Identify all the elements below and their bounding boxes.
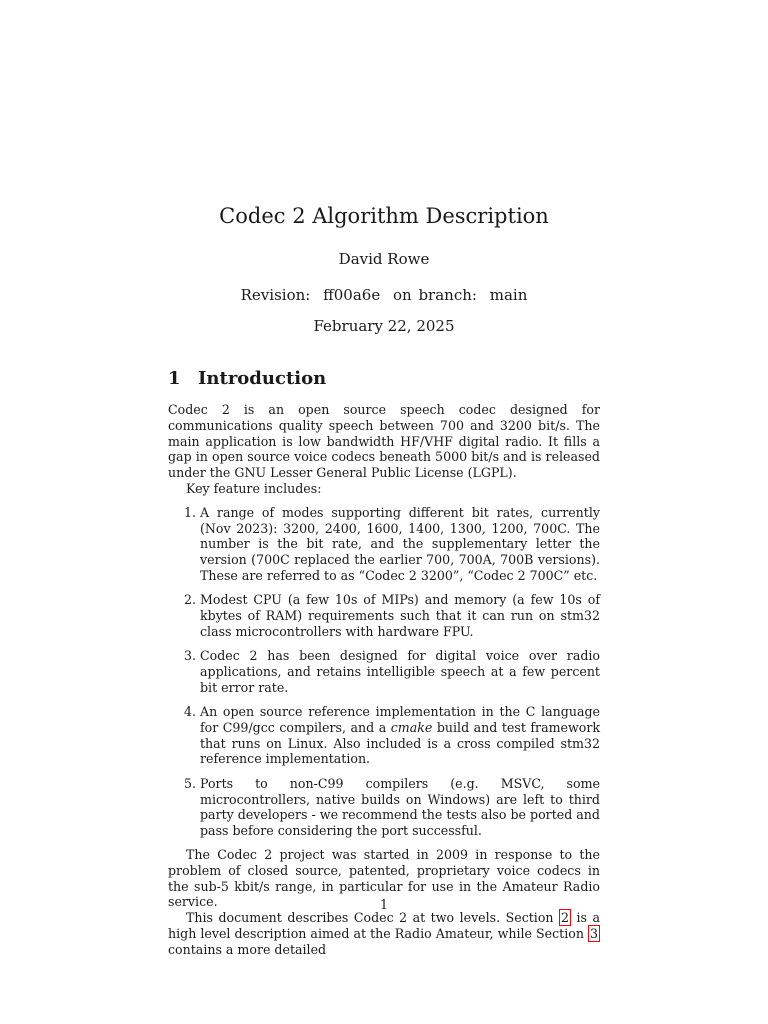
paragraph-text: This document describes Codec 2 at two levels. Section xyxy=(186,910,560,926)
section-ref-link[interactable]: 3 xyxy=(589,925,598,941)
list-item: 2. Modest CPU (a few 10s of MIPs) and memory (a few 10s of kbytes of RAM) requirements such that it can run on stm32 class microcontrollers with hardware FPU. xyxy=(200,592,600,639)
paragraph xyxy=(168,910,600,957)
paragraph: Codec 2 is an open source speech codec designed for communications quality speech between 700 and 3200 bit/s. The main application is low bandwidth HF/VHF digital radio. It fills a gap in open source voice codecs beneath 5000 bit/s and is released under the GNU Lesser General Public License (LGPL). xyxy=(168,402,600,481)
document-author: David Rowe xyxy=(338,250,430,268)
revision-value: ff00a6e xyxy=(323,286,381,304)
list-item xyxy=(200,704,600,767)
section-title: Introduction xyxy=(198,368,327,389)
branch-label: on branch: xyxy=(393,286,477,304)
document-date: February 22, 2025 xyxy=(313,317,455,335)
feature-list xyxy=(168,505,600,839)
section-number: 1 xyxy=(168,368,181,389)
revision-line xyxy=(0,286,768,304)
body-text xyxy=(168,402,600,958)
revision-label: Revision: xyxy=(240,286,311,304)
page-number: 1 xyxy=(379,897,388,912)
list-item-text: An open source reference implementation in the C language for C99/gcc compilers, and a xyxy=(200,704,600,735)
paragraph-text: is a high level description aimed at the Radio Amateur, while Section xyxy=(168,910,600,941)
cmake-emphasis: cmake xyxy=(390,719,433,735)
branch-value: main xyxy=(489,286,528,304)
section-ref-link[interactable]: 2 xyxy=(561,910,570,926)
paragraph-text: contains a more detailed xyxy=(168,941,327,957)
paragraph: Key feature includes: xyxy=(186,480,322,496)
list-item-text: build and test framework that runs on Linux. Also included is a cross compiled stm32 reference implementation. xyxy=(200,719,600,767)
section-heading xyxy=(168,368,326,389)
paragraph: The Codec 2 project was started in 2009 in response to the problem of closed source, patented, proprietary voice codecs in the sub-5 kbit/s range, in particular for use in the Amateur Radio service. xyxy=(168,846,600,910)
list-item: 3. Codec 2 has been designed for digital voice over radio applications, and retains intelligible speech at a few percent bit error rate. xyxy=(200,648,600,695)
document-title: Codec 2 Algorithm Description xyxy=(219,204,549,228)
list-item: 5. Ports to non-C99 compilers (e.g. MSVC, some microcontrollers, native builds on Windows) are left to third party developers - we recommend the tests also be ported and pass before considering the port successful. xyxy=(200,776,600,839)
list-item: 1. A range of modes supporting different bit rates, currently (Nov 2023): 3200, 2400, 1600, 1400, 1300, 1200, 700C. The number is the bit rate, and the supplementary letter the version (700C replaced the earlier 700, 700A, 700B versions). These are referred to as “Codec 2 3200”, “Codec 2 700C” etc. xyxy=(200,505,600,584)
